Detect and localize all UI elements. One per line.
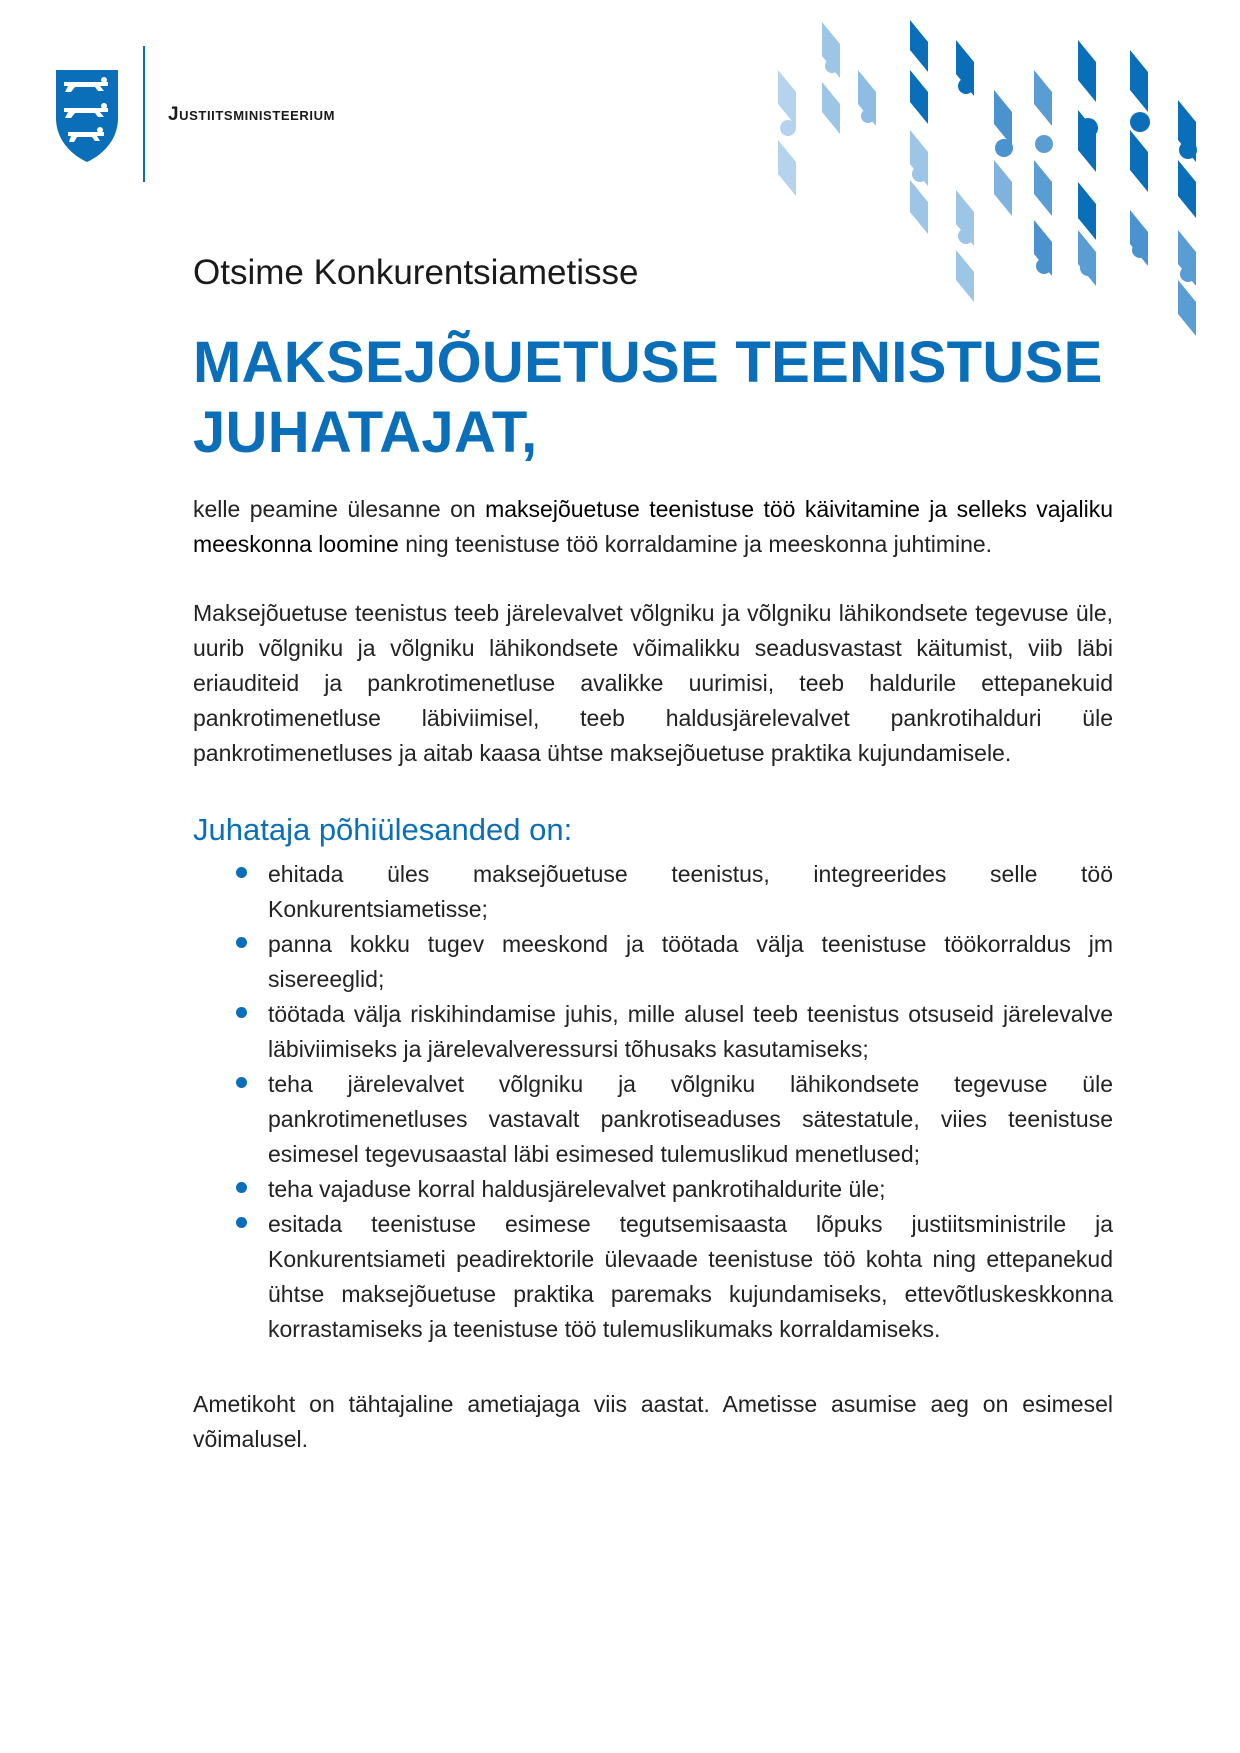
list-item — [268, 1067, 1113, 1172]
list-item — [268, 997, 1113, 1067]
intro-paragraph — [193, 492, 1113, 562]
job-title: MAKSEJÕUETUSE TEENISTUSE JUHATAJAT, — [193, 330, 1103, 465]
description-paragraph: Maksejõuetuse teenistus teeb järelevalvet võlgniku ja võlgniku lähikondsete tegevuse üle, uurib võlgniku ja võlgniku lähikondsete võimalikku seadusvastast käitumist, viib läbi eriauditeid ja pankrotimenetluse avalikke uurimisi, teeb haldurile ettepanekuid pankrotimenetluse läbiviimisel, teeb haldusjärelevalvet pankrotihalduri üle pankrotimenetluses ja aitab kaasa ühtse maksejõuetuse praktika kujundamisele. — [193, 600, 1113, 766]
closing-paragraph: Ametikoht on tähtajaline ametiajaga viis aastat. Ametisse asumise aeg on esimesel võimalusel. — [193, 1391, 1113, 1452]
list-item-text: töötada välja riskihindamise juhis, mille alusel teeb teenistus otsuseid järelevalve läbiviimiseks ja järelevalveressursi tõhusaks kasutamiseks; — [268, 1001, 1113, 1062]
list-item-text: panna kokku tugev meeskond ja töötada välja teenistuse töökorraldus jm sisereeglid; — [268, 931, 1113, 992]
list-item-text: teha järelevalvet võlgniku ja võlgniku lähikondsete tegevuse üle pankrotimenetluses vastavalt pankrotiseaduses sätestatule, viies teenistuse esimesel tegevusaastal läbi esimesed tulemuslikud menetlused; — [268, 1071, 1113, 1167]
intro-paragraph-emphasis: maksejõuetuse teenistuse töö käivitamine ja selleks vajaliku meeskonna loomine — [193, 496, 1113, 557]
bullet-icon — [236, 867, 247, 878]
header-divider — [143, 46, 145, 182]
bullet-icon — [236, 1007, 247, 1018]
list-item — [268, 1172, 1113, 1207]
list-item-text: esitada teenistuse esimese tegutsemisaasta lõpuks justiitsministrile ja Konkurentsiameti peadirektorile ülevaade teenistuse töö kohta ning ettepanekud ühtse maksejõuetuse praktika paremaks kujundamiseks, ettevõtluskeskkonna korrastamiseks ja teenistuse töö tulemuslikumaks korraldamiseks. — [268, 1211, 1113, 1342]
list-item — [268, 1207, 1113, 1347]
estonian-coat-of-arms-icon — [52, 68, 122, 164]
bullet-icon — [236, 937, 247, 948]
list-item — [268, 857, 1113, 927]
ministry-name: Justiitsministeerium — [168, 104, 336, 125]
document-body — [193, 250, 1113, 1491]
bullet-icon — [236, 1077, 247, 1088]
intro-paragraph-tail: ning teenistuse töö korraldamine ja meeskonna juhtimine. — [398, 531, 993, 557]
list-item-text: teha vajaduse korral haldusjärelevalvet pankrotihaldurite üle; — [268, 1176, 886, 1202]
duties-list — [193, 857, 1113, 1347]
intro-paragraph-lead: kelle peamine ülesanne on — [193, 496, 486, 522]
duties-heading: Juhataja põhiülesanded on: — [193, 812, 573, 847]
intro-line: Otsime Konkurentsiametisse — [193, 253, 639, 292]
coat-of-arms-logo — [52, 68, 122, 164]
bullet-icon — [236, 1182, 247, 1193]
list-item — [268, 927, 1113, 997]
list-item-text: ehitada üles maksejõuetuse teenistus, integreerides selle töö Konkurentsiametisse; — [268, 861, 1113, 922]
bullet-icon — [236, 1217, 247, 1228]
